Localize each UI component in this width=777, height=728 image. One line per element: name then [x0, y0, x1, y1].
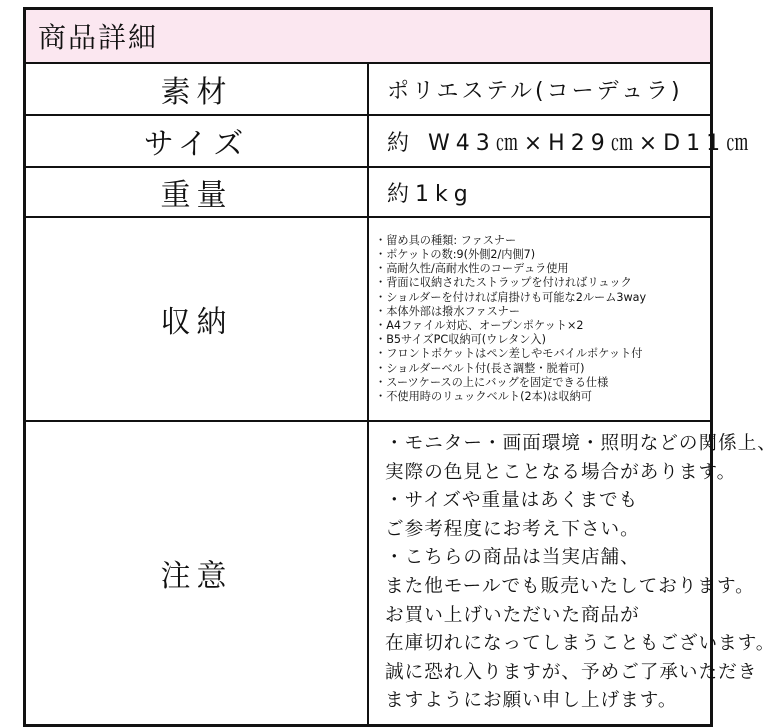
- table-header-row: [25, 9, 712, 64]
- product-details-table: [23, 7, 777, 727]
- notice-line: お買い上げいただいた商品が: [385, 604, 640, 626]
- notice-row: [25, 421, 712, 725]
- material-label: 素材: [25, 63, 369, 115]
- weight-label: 重量: [25, 167, 369, 217]
- notice-label: 注意: [25, 421, 369, 725]
- list-item: ・A4ファイル対応、オープンポケット×2: [375, 319, 584, 332]
- notice-cell: [368, 421, 777, 725]
- list-item: ・B5サイズPC収納可(ウレタン入): [375, 333, 546, 347]
- notice-line: 在庫切れになってしまうこともございます。: [385, 633, 776, 655]
- table-title: 商品詳細: [25, 9, 712, 64]
- storage-list: [369, 230, 710, 408]
- notice-line: ・サイズや重量はあくまでも: [385, 490, 639, 512]
- notice-line: ・こちらの商品は当実店舗、: [385, 547, 640, 569]
- list-item: ・ポケットの数:9(外側2/内側7): [375, 247, 536, 261]
- list-item: ・本体外部は撥水ファスナー: [375, 304, 520, 318]
- size-row: [25, 115, 712, 167]
- list-item: ・背面に収納されたストラップを付ければリュック: [375, 276, 632, 290]
- notice-list: [369, 422, 777, 724]
- size-value: 約 W43㎝×H29㎝×D11㎝: [368, 115, 712, 167]
- notice-line: 実際の色見とことなる場合があります。: [385, 461, 737, 483]
- material-row: [25, 63, 712, 115]
- material-value: ポリエステル(コーデュラ): [368, 63, 712, 115]
- list-item: ・フロントポケットはペン差しやモバイルポケット付: [375, 347, 643, 361]
- notice-line: 誠に恐れ入りますが、予めご了承いただき: [385, 661, 758, 683]
- list-item: ・高耐久性/高耐水性のコーデュラ使用: [375, 262, 569, 276]
- notice-line: ますようにお願い申し上げます。: [385, 690, 678, 712]
- storage-row: [25, 217, 712, 421]
- storage-label: 収納: [25, 217, 369, 421]
- notice-line: また他モールでも販売いたしております。: [385, 575, 755, 597]
- list-item: ・ショルダーベルト付(長さ調整・脱着可): [375, 361, 585, 375]
- weight-value: 約1kg: [368, 167, 712, 217]
- notice-line: ご参考程度にお考え下さい。: [385, 518, 640, 540]
- size-label: サイズ: [25, 115, 369, 167]
- list-item: ・不使用時のリュックベルト(2本)は収納可: [375, 390, 592, 404]
- list-item: ・スーツケースの上にバッグを固定できる仕様: [375, 375, 609, 389]
- notice-line: ・モニター・画面環境・照明などの関係上、: [385, 433, 777, 454]
- list-item: ・留め具の種類: ファスナー: [375, 233, 517, 247]
- storage-cell: [368, 217, 712, 421]
- weight-row: [25, 167, 712, 217]
- list-item: ・ショルダーを付ければ肩掛けも可能な2ルーム3way: [375, 290, 647, 304]
